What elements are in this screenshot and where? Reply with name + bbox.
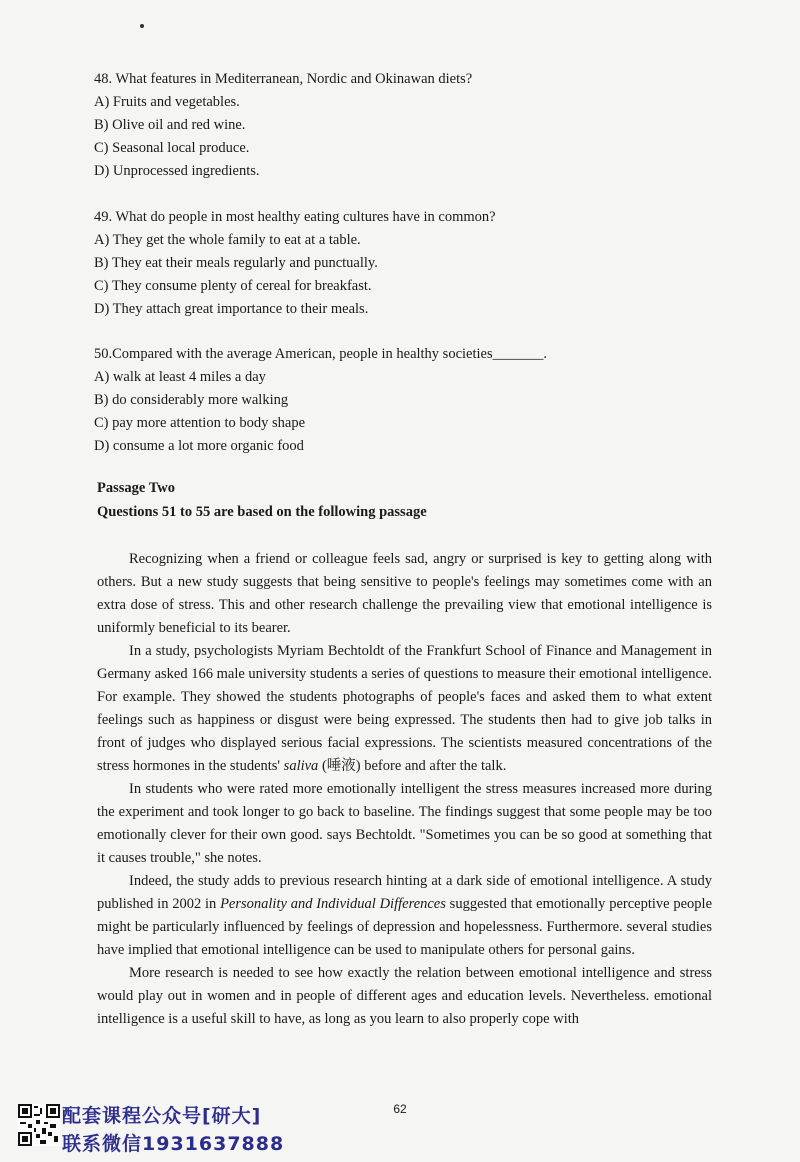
watermark-line-2: 联系微信1931637888 bbox=[62, 1133, 285, 1155]
option-a: A) Fruits and vegetables. bbox=[94, 94, 240, 110]
scan-speck bbox=[140, 24, 144, 28]
question-text: 49. What do people in most healthy eating cultures have in common? bbox=[94, 209, 496, 225]
paragraph-4 bbox=[97, 870, 712, 962]
paragraph-2-tail: (唾液) before and after the talk. bbox=[321, 758, 507, 774]
journal-title: Personality and Individual Differences bbox=[220, 896, 446, 912]
question-50 bbox=[94, 343, 714, 458]
option-b: B) do considerably more walking bbox=[94, 392, 289, 408]
option-d: D) Unprocessed ingredients. bbox=[94, 163, 260, 179]
paragraph-1: Recognizing when a friend or colleague feels sad, angry or surprised is key to getting along with others. But a new study suggests that being sensitive to people's feelings may sometimes come with an extra dose of stress. This and other research challenge the prevailing view that emotional intelligence is uniformly beneficial to its bearer. bbox=[97, 551, 712, 636]
question-text: 48. What features in Mediterranean, Nordic and Okinawan diets? bbox=[94, 71, 473, 87]
passage-instruction: Questions 51 to 55 are based on the following passage bbox=[97, 504, 427, 520]
question-49 bbox=[94, 206, 714, 321]
passage-title: Passage Two bbox=[97, 480, 176, 496]
option-d: D) They attach great importance to their meals. bbox=[94, 301, 369, 317]
paragraph-4-text: Indeed, the study adds to previous research hinting at a dark side of emotional intelligence. A study published in 2002 in bbox=[97, 873, 712, 912]
option-c: C) pay more attention to body shape bbox=[94, 415, 306, 431]
paragraph-4-tail: suggested that emotionally perceptive people might be particularly influenced by feelings of depression and hopelessness. Furthermore. several studies have implied that emotional intelligence can be used to manipulate others for personal gains. bbox=[97, 896, 712, 958]
option-b: B) They eat their meals regularly and punctually. bbox=[94, 255, 378, 271]
option-a: A) walk at least 4 miles a day bbox=[94, 369, 266, 385]
page-number: 62 bbox=[393, 1102, 407, 1116]
option-b: B) Olive oil and red wine. bbox=[94, 117, 246, 133]
paragraph-3: In students who were rated more emotionally intelligent the stress measures increased more during the experiment and took longer to go back to baseline. The findings suggest that some people may be too emotionally clever for their own good. says Bechtoldt. "Sometimes you can be so good at something that it causes trouble," she notes. bbox=[97, 781, 712, 866]
watermark-line-1: 配套课程公众号[研大] bbox=[62, 1105, 262, 1127]
option-d: D) consume a lot more organic food bbox=[94, 438, 304, 454]
term-saliva: saliva bbox=[283, 758, 319, 774]
question-48 bbox=[94, 68, 714, 183]
paragraph-2 bbox=[97, 640, 712, 778]
paragraph-2-text: In a study, psychologists Myriam Bechtoldt of the Frankfurt School of Finance and Management in Germany asked 166 male university students a series of questions to measure their emotional intelligence. For example. They showed the students photographs of people's faces and asked them to what extent feelings such as happiness or disgust were being expressed. The students then had to give job talks in front of judges who displayed serious facial expressions. The scientists measured concentrations of the stress hormones in the students' bbox=[97, 643, 712, 774]
paragraph-5: More research is needed to see how exactly the relation between emotional intelligence and stress would play out in women and in people of different ages and education levels. Nevertheless. emotional intelligence is a useful skill to have, as long as you learn to also properly cope with bbox=[97, 965, 712, 1027]
option-c: C) Seasonal local produce. bbox=[94, 140, 250, 156]
option-c: C) They consume plenty of cereal for breakfast. bbox=[94, 278, 372, 294]
option-a: A) They get the whole family to eat at a table. bbox=[94, 232, 361, 248]
question-text: 50.Compared with the average American, people in healthy societies_______. bbox=[94, 346, 547, 362]
passage-body bbox=[97, 548, 712, 1031]
